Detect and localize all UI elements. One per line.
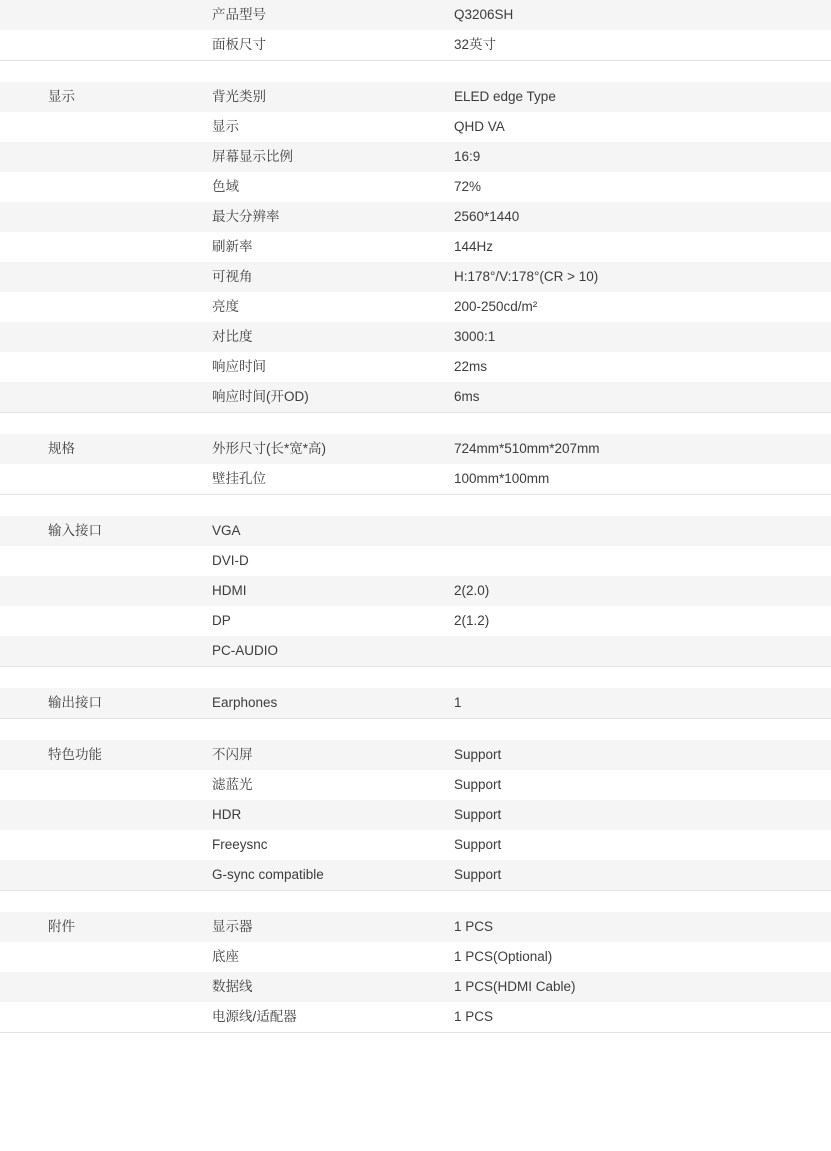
row-value: 1 [432, 688, 831, 718]
table-row [0, 292, 831, 322]
row-label: 最大分辨率 [192, 202, 432, 232]
row-value: QHD VA [432, 112, 831, 142]
row-value: 1 PCS [432, 1002, 831, 1032]
row-value: 32英寸 [432, 30, 831, 60]
row-category: 附件 [0, 912, 192, 942]
group-separator [0, 413, 831, 435]
row-value: 144Hz [432, 232, 831, 262]
table-row [0, 232, 831, 262]
row-label: 数据线 [192, 972, 432, 1002]
row-value: 6ms [432, 382, 831, 412]
group-separator [0, 61, 831, 83]
row-label: 外形尺寸(长*宽*高) [192, 434, 432, 464]
table-row [0, 1002, 831, 1033]
row-category [0, 262, 192, 292]
row-label: 刷新率 [192, 232, 432, 262]
row-category [0, 30, 192, 60]
table-row [0, 516, 831, 546]
table-row [0, 688, 831, 719]
group-separator [0, 667, 831, 689]
row-label: 色域 [192, 172, 432, 202]
row-label: 电源线/适配器 [192, 1002, 432, 1032]
row-category [0, 352, 192, 382]
table-row [0, 972, 831, 1002]
row-value: Support [432, 800, 831, 830]
table-row [0, 636, 831, 667]
row-label: 显示器 [192, 912, 432, 942]
table-row [0, 912, 831, 942]
row-value [432, 546, 831, 576]
table-row [0, 0, 831, 30]
row-category: 输出接口 [0, 688, 192, 718]
row-value: Support [432, 770, 831, 800]
row-category [0, 172, 192, 202]
table-row [0, 464, 831, 495]
row-value: 2(2.0) [432, 576, 831, 606]
row-label: 产品型号 [192, 0, 432, 30]
row-label: VGA [192, 516, 432, 546]
row-label: 显示 [192, 112, 432, 142]
row-value: 200-250cd/m² [432, 292, 831, 322]
row-label: 响应时间 [192, 352, 432, 382]
row-label: 壁挂孔位 [192, 464, 432, 494]
row-category [0, 800, 192, 830]
row-value: 22ms [432, 352, 831, 382]
row-category [0, 942, 192, 972]
row-category [0, 112, 192, 142]
row-category: 规格 [0, 434, 192, 464]
row-label: 底座 [192, 942, 432, 972]
table-row [0, 576, 831, 606]
table-row [0, 82, 831, 112]
row-value: Support [432, 740, 831, 770]
group-separator [0, 719, 831, 741]
table-row [0, 172, 831, 202]
row-category [0, 576, 192, 606]
row-label: Earphones [192, 688, 432, 718]
row-label: 面板尺寸 [192, 30, 432, 60]
group-separator [0, 495, 831, 517]
row-label: DVI-D [192, 546, 432, 576]
row-value: Support [432, 830, 831, 860]
row-category [0, 142, 192, 172]
row-label: 亮度 [192, 292, 432, 322]
table-row [0, 740, 831, 770]
table-row [0, 546, 831, 576]
row-label: HDR [192, 800, 432, 830]
table-row [0, 352, 831, 382]
table-row [0, 800, 831, 830]
row-value: 1 PCS(Optional) [432, 942, 831, 972]
table-row [0, 770, 831, 800]
row-label: 屏幕显示比例 [192, 142, 432, 172]
row-label: 可视角 [192, 262, 432, 292]
row-label: 不闪屏 [192, 740, 432, 770]
row-category [0, 830, 192, 860]
row-category [0, 972, 192, 1002]
row-label: G-sync compatible [192, 860, 432, 890]
row-category [0, 0, 192, 30]
table-row [0, 142, 831, 172]
row-label: Freeysnc [192, 830, 432, 860]
row-category [0, 770, 192, 800]
row-category [0, 606, 192, 636]
table-row [0, 202, 831, 232]
table-row [0, 434, 831, 464]
table-row [0, 942, 831, 972]
table-row [0, 30, 831, 61]
row-category: 特色功能 [0, 740, 192, 770]
row-category [0, 232, 192, 262]
row-value: ELED edge Type [432, 82, 831, 112]
row-category [0, 860, 192, 890]
table-row [0, 262, 831, 292]
row-value: 2560*1440 [432, 202, 831, 232]
row-label: 对比度 [192, 322, 432, 352]
row-label: 响应时间(开OD) [192, 382, 432, 412]
row-category [0, 464, 192, 494]
row-category: 显示 [0, 82, 192, 112]
row-category [0, 546, 192, 576]
row-label: PC-AUDIO [192, 636, 432, 666]
row-value: 2(1.2) [432, 606, 831, 636]
row-category [0, 322, 192, 352]
row-category [0, 1002, 192, 1032]
row-value: 100mm*100mm [432, 464, 831, 494]
row-category [0, 382, 192, 412]
row-label: DP [192, 606, 432, 636]
row-label: 背光类别 [192, 82, 432, 112]
row-label: HDMI [192, 576, 432, 606]
group-separator [0, 891, 831, 913]
row-value: 72% [432, 172, 831, 202]
row-category [0, 636, 192, 666]
row-value: 1 PCS(HDMI Cable) [432, 972, 831, 1002]
row-value: 16:9 [432, 142, 831, 172]
row-category [0, 292, 192, 322]
table-row [0, 830, 831, 860]
table-row [0, 322, 831, 352]
row-value: 724mm*510mm*207mm [432, 434, 831, 464]
row-value: 1 PCS [432, 912, 831, 942]
row-value: Q3206SH [432, 0, 831, 30]
row-category [0, 202, 192, 232]
row-value [432, 516, 831, 546]
table-row [0, 860, 831, 891]
table-row [0, 112, 831, 142]
row-value: H:178°/V:178°(CR > 10) [432, 262, 831, 292]
row-category: 输入接口 [0, 516, 192, 546]
row-value: Support [432, 860, 831, 890]
table-row [0, 382, 831, 413]
row-value: 3000:1 [432, 322, 831, 352]
row-value [432, 636, 831, 666]
table-bottom-rule [0, 1033, 831, 1055]
table-row [0, 606, 831, 636]
row-label: 滤蓝光 [192, 770, 432, 800]
